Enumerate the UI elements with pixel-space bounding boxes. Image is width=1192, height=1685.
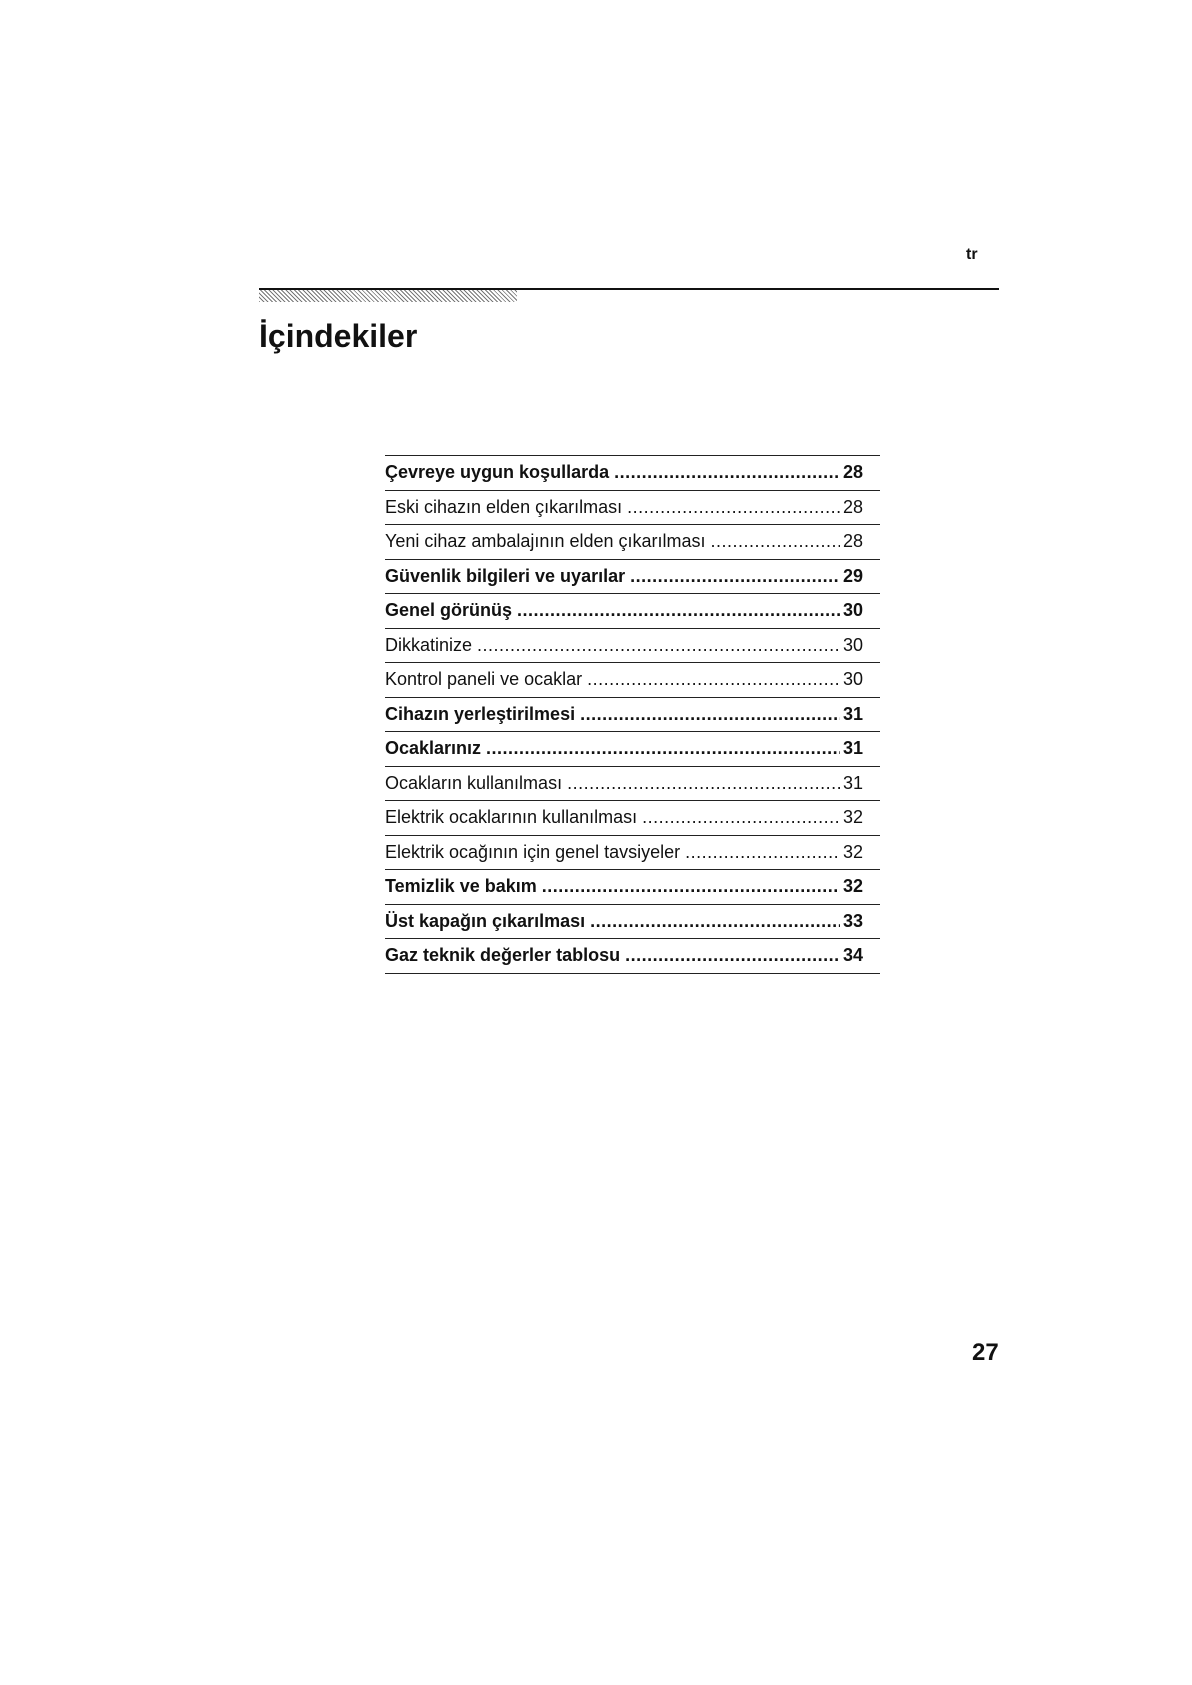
toc-leader-dots bbox=[580, 704, 840, 725]
toc-entry-page: 32 bbox=[842, 841, 863, 862]
toc-entry-title: Yeni cihaz ambalajının elden çıkarılması bbox=[385, 531, 706, 552]
toc-entry-title: Çevreye uygun koşullarda bbox=[385, 462, 610, 483]
toc-entry[interactable] bbox=[385, 767, 880, 802]
toc-entry-title: Cihazın yerleştirilmesi bbox=[385, 703, 576, 724]
header-hatch-bar bbox=[259, 290, 517, 302]
page-title: İçindekiler bbox=[259, 318, 418, 354]
toc-entry-title: Ocaklarınız bbox=[385, 738, 482, 759]
toc-entry-page: 31 bbox=[842, 738, 863, 759]
toc-leader-dots bbox=[627, 497, 840, 518]
toc-entry-title: Elektrik ocağının için genel tavsiyeler bbox=[385, 841, 681, 862]
toc-entry[interactable] bbox=[385, 732, 880, 767]
toc-entry-title: Kontrol paneli ve ocaklar bbox=[385, 669, 583, 690]
toc-entry[interactable] bbox=[385, 801, 880, 836]
toc-leader-dots bbox=[590, 911, 840, 932]
toc-entry-title: Dikkatinize bbox=[385, 634, 473, 655]
toc-leader-dots bbox=[486, 738, 840, 759]
toc-entry-title: Ocakların kullanılması bbox=[385, 772, 563, 793]
toc-entry[interactable] bbox=[385, 456, 880, 491]
toc-entry[interactable] bbox=[385, 629, 880, 664]
toc-leader-dots bbox=[625, 945, 840, 966]
toc-leader-dots bbox=[517, 600, 840, 621]
toc-entry-title: Güvenlik bilgileri ve uyarılar bbox=[385, 565, 626, 586]
toc-leader-dots bbox=[685, 842, 840, 863]
toc-entry-page: 30 bbox=[842, 600, 863, 621]
toc-leader-dots bbox=[711, 531, 840, 552]
toc-entry-page: 30 bbox=[842, 669, 863, 690]
toc-entry-page: 28 bbox=[842, 531, 863, 552]
toc-entry-page: 31 bbox=[842, 703, 863, 724]
toc-entry-title: Eski cihazın elden çıkarılması bbox=[385, 496, 623, 517]
toc-entry[interactable] bbox=[385, 525, 880, 560]
toc-entry-page: 29 bbox=[842, 565, 863, 586]
toc-entry-page: 30 bbox=[842, 634, 863, 655]
table-of-contents bbox=[385, 455, 880, 974]
toc-entry[interactable] bbox=[385, 491, 880, 526]
toc-leader-dots bbox=[567, 773, 840, 794]
toc-entry-page: 32 bbox=[842, 807, 863, 828]
toc-entry-page: 28 bbox=[842, 496, 863, 517]
toc-entry[interactable] bbox=[385, 594, 880, 629]
toc-entry-title: Elektrik ocaklarının kullanılması bbox=[385, 807, 638, 828]
toc-leader-dots bbox=[587, 669, 840, 690]
toc-entry[interactable] bbox=[385, 870, 880, 905]
toc-entry[interactable] bbox=[385, 939, 880, 974]
toc-entry[interactable] bbox=[385, 560, 880, 595]
toc-entry-page: 33 bbox=[842, 910, 863, 931]
toc-leader-dots bbox=[630, 566, 840, 587]
toc-entry-title: Üst kapağın çıkarılması bbox=[385, 910, 586, 931]
toc-entry-page: 34 bbox=[842, 945, 863, 966]
toc-entry[interactable] bbox=[385, 663, 880, 698]
toc-entry-title: Genel görünüş bbox=[385, 600, 513, 621]
toc-entry-page: 31 bbox=[842, 772, 863, 793]
toc-entry-title: Temizlik ve bakım bbox=[385, 876, 537, 897]
language-code: tr bbox=[966, 246, 978, 263]
toc-entry[interactable] bbox=[385, 836, 880, 871]
page-number: 27 bbox=[972, 1339, 999, 1366]
toc-entry-page: 32 bbox=[842, 876, 863, 897]
toc-leader-dots bbox=[477, 635, 840, 656]
toc-entry[interactable] bbox=[385, 698, 880, 733]
toc-entry[interactable] bbox=[385, 905, 880, 940]
toc-leader-dots bbox=[642, 807, 840, 828]
toc-entry-page: 28 bbox=[842, 462, 863, 483]
toc-leader-dots bbox=[614, 462, 840, 483]
toc-entry-title: Gaz teknik değerler tablosu bbox=[385, 945, 621, 966]
toc-leader-dots bbox=[542, 876, 840, 897]
